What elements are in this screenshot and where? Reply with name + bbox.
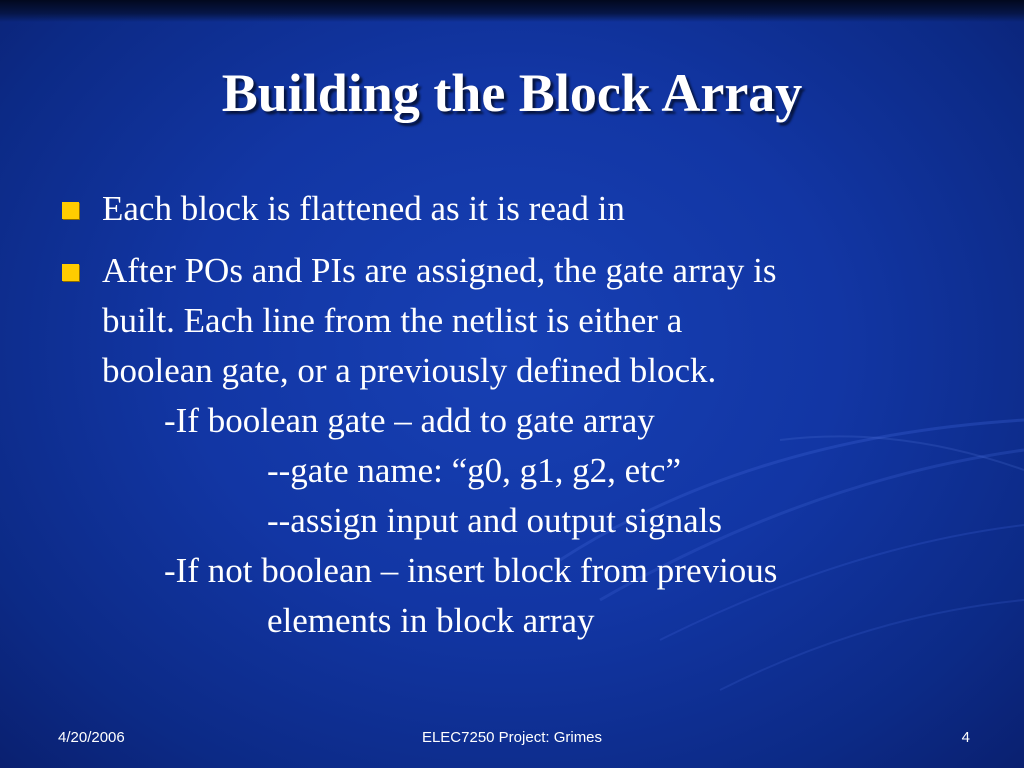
bullet-line: Each block is flattened as it is read in: [102, 189, 625, 228]
footer-title: ELEC7250 Project: Grimes: [421, 729, 603, 746]
sub-item-continuation: elements in block array: [267, 601, 595, 640]
square-bullet-icon: [62, 202, 79, 219]
bullet-line: built. Each line from the netlist is either a: [102, 301, 683, 340]
bullet-line: boolean gate, or a previously defined block.: [102, 351, 717, 390]
slide-body: [62, 184, 992, 646]
slide-number: 4: [961, 729, 970, 746]
bullet-line: After POs and PIs are assigned, the gate array is: [102, 251, 777, 290]
footer-date: 4/20/2006: [58, 729, 125, 746]
bullet-item-2: [62, 246, 992, 396]
square-bullet-icon: [62, 264, 79, 281]
sub-item-not-boolean: -If not boolean – insert block from previous: [164, 551, 778, 590]
slide-title: Building the Block Array: [221, 63, 803, 123]
sub-item-gate-name: --gate name: “g0, g1, g2, etc”: [267, 451, 681, 490]
sub-item-assign-signals: --assign input and output signals: [267, 501, 722, 540]
bullet-item-1: [62, 184, 992, 234]
sub-item-boolean-gate: -If boolean gate – add to gate array: [164, 401, 655, 440]
